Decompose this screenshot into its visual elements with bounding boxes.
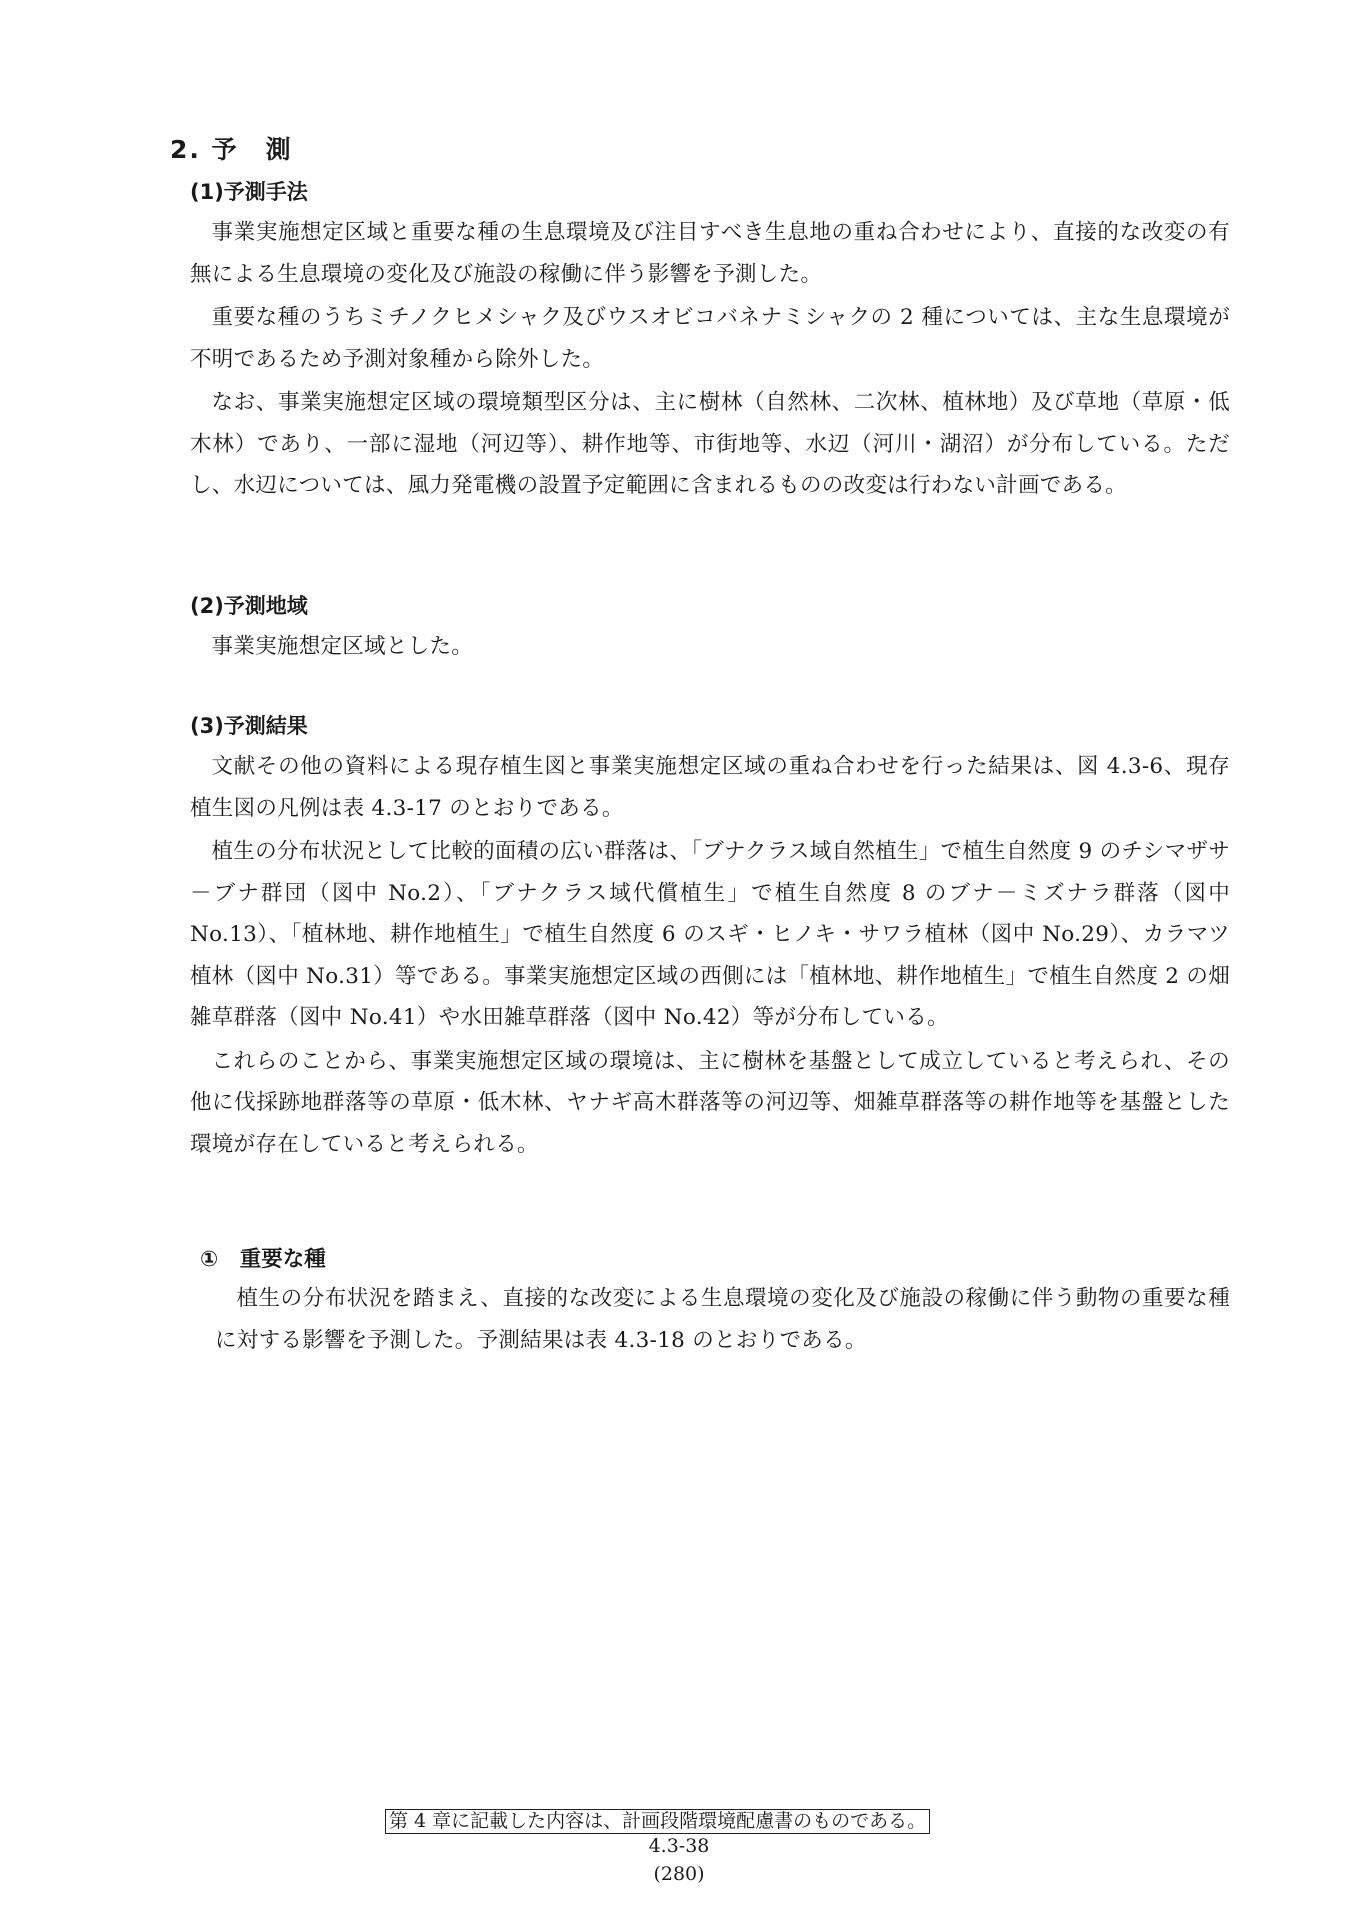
result-paragraph: 文献その他の資料による現存植生図と事業実施想定区域の重ね合わせを行った結果は、図 4.3-6、現存植生図の凡例は表 4.3-17 のとおりである。 [190, 754, 1230, 821]
page-total: (280) [653, 1863, 705, 1885]
section-result [190, 712, 1230, 1167]
important-species-title: ① 重要な種 [200, 1247, 326, 1272]
section-area [190, 592, 1230, 670]
section-area-title: (2)予測地域 [190, 594, 308, 618]
section-method [190, 178, 1230, 509]
important-species-paragraph: 植生の分布状況を踏まえ、直接的な改変による生息環境の変化及び施設の稼働に伴う動物の重要な種に対する影響を予測した。予測結果は表 4.3-18 のとおりである。 [215, 1286, 1230, 1353]
section-result-title: (3)予測結果 [190, 714, 308, 738]
footer-note: 第 4 章に記載した内容は、計画段階環境配慮書のものである。 [385, 1809, 930, 1834]
main-heading: 2. 予 測 [170, 135, 293, 164]
important-species-body [215, 1278, 1230, 1363]
method-paragraph: 事業実施想定区域と重要な種の生息環境及び注目すべき生息地の重ね合わせにより、直接的な改変の有無による生息環境の変化及び施設の稼働に伴う影響を予測した。 [190, 220, 1230, 287]
section-method-title: (1)予測手法 [190, 180, 308, 204]
result-paragraph: これらのことから、事業実施想定区域の環境は、主に樹林を基盤として成立していると考えられ、その他に伐採跡地群落等の草原・低木林、ヤナギ高木群落等の河辺等、畑雑草群落等の耕作地等を基盤とした環境が存在していると考えられる。 [190, 1048, 1230, 1157]
area-paragraph: 事業実施想定区域とした。 [211, 634, 474, 659]
method-paragraph: 重要な種のうちミチノクヒメシャク及びウスオビコバネナミシャクの 2 種については、主な生息環境が不明であるため予測対象種から除外した。 [190, 305, 1230, 372]
method-paragraph: なお、事業実施想定区域の環境類型区分は、主に樹林（自然林、二次林、植林地）及び草地（草原・低木林）であり、一部に湿地（河辺等）、耕作地等、市街地等、水辺（河川・湖沼）が分布している。ただし、水辺については、風力発電機の設置予定範囲に含まれるものの改変は行わない計画である。 [190, 390, 1230, 498]
result-paragraph: 植生の分布状況として比較的面積の広い群落は、「ブナクラス域自然植生」で植生自然度 9 のチシマザサ－ブナ群団（図中 No.2）、「ブナクラス域代償植生」で植生自然度 8 のブナ－ミズナラ群落（図中 No.13）、「植林地、耕作地植生」で植生自然度 6 のスギ・ヒノキ・サワラ植林（図中 No.29）、カラマツ植林（図中 No.31）等である。事業実施想定区域の西側には「植林地、耕作地植生」で植生自然度 2 の畑雑草群落（図中 No.41）や水田雑草群落（図中 No.42）等が分布している。 [190, 839, 1230, 1030]
page-label: 4.3-38 [648, 1835, 710, 1857]
